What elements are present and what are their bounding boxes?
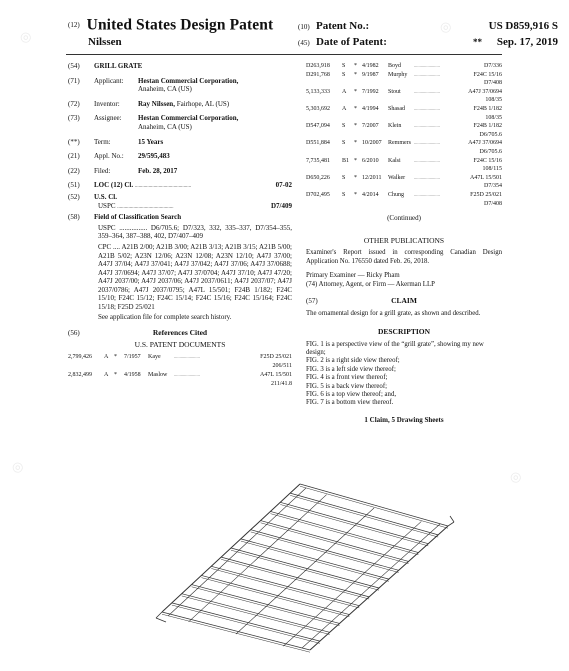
reference-class: A47L 15/501 bbox=[260, 372, 292, 379]
filed-date: Feb. 28, 2017 bbox=[138, 166, 178, 175]
patent-date-code: (45) bbox=[298, 39, 310, 47]
reference-class: A47L 15/501 bbox=[470, 174, 502, 181]
classification-uspc: USPC ................ D6/705.6; D7/323, 332, 335–337, D7/354–355, 359–364, 387–388, 402, D7/407–409 bbox=[98, 223, 292, 241]
reference-num: D291,768 bbox=[306, 71, 330, 78]
dot-leader: ............................................. bbox=[134, 184, 192, 190]
reference-num: D551,884 bbox=[306, 140, 330, 147]
reference-class: F24C 15/16 bbox=[473, 71, 502, 78]
reference-star: * bbox=[354, 105, 357, 112]
reference-num: 5,303,692 bbox=[306, 105, 330, 112]
references-subtitle: U.S. PATENT DOCUMENTS bbox=[134, 339, 226, 349]
design-title: GRILL GRATE bbox=[94, 62, 143, 70]
reference-class-continued: D7/408 bbox=[484, 80, 502, 87]
field-applicant bbox=[68, 77, 292, 94]
claim-text: The ornamental design for a grill grate, as shown and described. bbox=[306, 309, 481, 317]
term-label: Term: bbox=[94, 137, 111, 146]
field-inventor bbox=[68, 100, 292, 109]
reference-class-continued: D7/408 bbox=[484, 200, 502, 207]
reference-class-continued: 211/41.8 bbox=[271, 381, 292, 388]
field-code: (72) bbox=[68, 99, 80, 108]
primary-examiner: Primary Examiner — Ricky Pham bbox=[306, 272, 400, 280]
reference-class: F24B 1/182 bbox=[473, 105, 502, 112]
reference-row bbox=[68, 353, 292, 362]
watermark: ◎ bbox=[9, 458, 26, 477]
reference-num: 2,799,426 bbox=[68, 354, 92, 361]
other-publications-text: Examiner's Report issued in corresponding Canadian Design Application No. 176550 dated Feb. 26, 2018. bbox=[306, 249, 502, 265]
header-divider bbox=[66, 54, 502, 55]
field-title bbox=[68, 62, 292, 71]
other-publications-title: OTHER PUBLICATIONS bbox=[363, 235, 445, 245]
reference-num: 7,735,481 bbox=[306, 157, 330, 164]
reference-kind: A bbox=[104, 354, 109, 361]
appl-number: 29/595,483 bbox=[138, 152, 170, 161]
header-left bbox=[68, 16, 273, 34]
inventor-label: Inventor: bbox=[94, 99, 120, 108]
grate-bar bbox=[270, 511, 418, 552]
reference-kind: A bbox=[104, 372, 109, 379]
classification-label: Field of Classification Search bbox=[94, 213, 182, 222]
dot-leader: ....................... bbox=[174, 354, 200, 360]
grate-bar bbox=[261, 521, 409, 562]
figure-description: FIG. 5 is a back view thereof; bbox=[306, 382, 387, 390]
reference-date: 12/2011 bbox=[362, 174, 382, 181]
reference-class: F25D 25/021 bbox=[260, 354, 292, 361]
reference-name: Shasad bbox=[388, 105, 405, 112]
reference-star: * bbox=[354, 140, 357, 147]
reference-num: D547,094 bbox=[306, 123, 330, 130]
reference-class-continued: D7/354 bbox=[484, 183, 502, 190]
reference-date: 9/1987 bbox=[362, 71, 379, 78]
field-appl-no bbox=[68, 152, 292, 161]
figure-description: FIG. 4 is a front view thereof; bbox=[306, 374, 388, 382]
field-filed bbox=[68, 167, 292, 176]
dot-leader: ....................... bbox=[414, 191, 440, 197]
dot-leader: ....................... bbox=[414, 88, 440, 94]
field-code: (54) bbox=[68, 62, 80, 70]
watermark: ◎ bbox=[507, 468, 524, 487]
reference-class-continued: 206/511 bbox=[272, 363, 292, 370]
loc-label: LOC (12) Cl. bbox=[94, 181, 134, 190]
reference-class-continued: D6/705.6 bbox=[479, 148, 502, 155]
references-section bbox=[68, 329, 292, 389]
reference-date: 7/1992 bbox=[362, 88, 379, 95]
figure-list bbox=[306, 341, 502, 408]
dot-leader: ....................... bbox=[414, 105, 440, 111]
watermark: ◎ bbox=[17, 28, 34, 47]
grate-bar bbox=[450, 516, 454, 522]
reference-row bbox=[68, 371, 292, 380]
left-column bbox=[68, 62, 292, 389]
reference-kind: S bbox=[342, 123, 346, 130]
reference-class-continued: 108/35 bbox=[485, 114, 502, 121]
field-code: (73) bbox=[68, 114, 80, 123]
reference-row bbox=[306, 105, 502, 114]
reference-date: 10/2007 bbox=[362, 140, 382, 147]
reference-kind: B1 bbox=[342, 157, 350, 164]
field-uscl bbox=[68, 193, 292, 212]
grate-bar bbox=[162, 484, 300, 612]
reference-kind: S bbox=[342, 63, 346, 69]
dot-leader: ............................................. bbox=[117, 204, 174, 210]
patent-number-row bbox=[298, 20, 562, 36]
grate-bar bbox=[162, 612, 310, 650]
figure-description: FIG. 2 is a right side view thereof; bbox=[306, 357, 400, 365]
reference-row bbox=[306, 191, 502, 200]
grate-bar bbox=[448, 522, 454, 526]
reference-kind: S bbox=[342, 140, 346, 147]
reference-num: D263,918 bbox=[306, 63, 330, 69]
reference-date: 7/1957 bbox=[124, 354, 141, 361]
left-reference-list bbox=[68, 353, 292, 389]
reference-class: F24B 1/182 bbox=[473, 123, 502, 130]
inventor-location: Fairhope, AL (US) bbox=[176, 99, 230, 108]
figure-description: FIG. 3 is a left side view thereof; bbox=[306, 365, 396, 373]
grate-bar bbox=[290, 493, 438, 535]
reference-star: * bbox=[354, 63, 357, 69]
reference-class-continued: 108/115 bbox=[482, 166, 502, 173]
figure-description: FIG. 7 is a bottom view thereof. bbox=[306, 399, 394, 407]
description-title: DESCRIPTION bbox=[377, 326, 431, 336]
applicant-location: Anaheim, CA (US) bbox=[138, 85, 192, 94]
loc-value: 07-02 bbox=[275, 181, 292, 190]
grate-bar bbox=[156, 612, 162, 618]
claim-section bbox=[306, 297, 502, 318]
reference-class: A47J 37/0694 bbox=[468, 140, 502, 147]
reference-class-continued: 108/35 bbox=[485, 97, 502, 104]
reference-row bbox=[306, 88, 502, 97]
field-code: (52) bbox=[68, 192, 80, 201]
dot-leader: ....................... bbox=[414, 63, 440, 68]
dot-leader: ....................... bbox=[174, 372, 200, 378]
field-code: (**) bbox=[68, 137, 80, 146]
reference-num: 5,133,333 bbox=[306, 88, 330, 95]
reference-name: Stout bbox=[388, 88, 401, 95]
reference-row bbox=[306, 174, 502, 183]
grate-bar bbox=[156, 618, 166, 622]
figure-description: FIG. 1 is a perspective view of the “grill grate”, showing my new design; bbox=[306, 340, 484, 356]
reference-row bbox=[306, 157, 502, 166]
assignee-label: Assignee: bbox=[94, 114, 122, 123]
reference-star: * bbox=[354, 88, 357, 95]
reference-name: Chung bbox=[388, 191, 405, 198]
reference-class: F25D 25/021 bbox=[470, 191, 502, 198]
reference-num: 2,832,499 bbox=[68, 372, 92, 379]
field-term bbox=[68, 138, 292, 147]
reference-date: 7/2007 bbox=[362, 123, 379, 130]
reference-row bbox=[306, 139, 502, 148]
reference-name: Murphy bbox=[388, 71, 408, 78]
field-code: (22) bbox=[68, 166, 80, 175]
reference-class: A47J 37/0694 bbox=[468, 88, 502, 95]
grate-bar bbox=[300, 484, 448, 526]
patent-date: Sep. 17, 2019 bbox=[496, 36, 558, 48]
grate-bar bbox=[310, 526, 448, 650]
reference-date: 4/2014 bbox=[362, 191, 379, 198]
classification-cpc: CPC .... A21B 2/00; A21B 3/00; A21B 3/13; A21B 3/15; A21B 5/00; A21B 5/02; A23N 12/06; A23N 12/08; A23N 12/10; A47J 37/00; A47J 37/04; A47J 37/041; A47J 37/042; A47J 37/06; A47J 37/0688; A47J 37/0694; A47J 37/07; A47J 37/0704; A47J 37/10; A47J 47/20; A47J 2037/00; A47J 2037/06; A47J 2037/0611; A47J 2037/07; A47J 2037/0786; A47J 2037/0795; A47L 15/501; F24B 1/182; F24C 15/10; F24C 15/12; F24C 15/14; F24C 15/16; F24C 15/164; F24C 15/18; F25D 25/021 bbox=[98, 242, 292, 312]
grate-bar bbox=[270, 514, 418, 555]
reference-name: Remmers bbox=[388, 140, 411, 147]
claims-summary: 1 Claim, 5 Drawing Sheets bbox=[364, 415, 444, 424]
grate-bar bbox=[300, 486, 448, 528]
reference-name: Maslow bbox=[148, 372, 168, 379]
patent-date-star: ** bbox=[473, 37, 482, 47]
reference-class-continued: D6/705.6 bbox=[479, 131, 502, 138]
inventor-short: Nilssen bbox=[88, 36, 122, 48]
grate-bar bbox=[280, 504, 428, 545]
field-classification-search bbox=[68, 213, 292, 222]
right-reference-list bbox=[306, 62, 502, 208]
reference-star: * bbox=[354, 123, 357, 130]
claim-title: CLAIM bbox=[391, 295, 417, 305]
reference-date: 6/2010 bbox=[362, 157, 379, 164]
patent-number-label: Patent No.: bbox=[316, 20, 370, 32]
dot-leader: ....................... bbox=[414, 157, 440, 163]
reference-star: * bbox=[114, 372, 117, 379]
field-loc bbox=[68, 181, 292, 192]
reference-star: * bbox=[354, 191, 357, 198]
dot-leader: ....................... bbox=[414, 174, 440, 180]
patent-date-row bbox=[298, 36, 562, 52]
reference-kind: S bbox=[342, 71, 346, 78]
uspc-label: USPC bbox=[98, 201, 116, 210]
reference-name: Kaye bbox=[148, 354, 161, 361]
attorney: (74) Attorney, Agent, or Firm — Akerman LLP bbox=[306, 280, 435, 288]
grate-bar bbox=[280, 502, 428, 543]
document-title: United States Design Patent bbox=[86, 16, 274, 34]
reference-kind: S bbox=[342, 191, 346, 198]
right-column bbox=[306, 62, 502, 428]
reference-date: 4/1982 bbox=[362, 63, 379, 69]
assignee-name: Hestan Commercial Corporation, bbox=[138, 114, 239, 123]
filed-label: Filed: bbox=[94, 166, 111, 175]
patent-number: US D859,916 S bbox=[488, 20, 558, 32]
field-code: (56) bbox=[68, 329, 80, 338]
watermark: ◎ bbox=[437, 18, 454, 37]
reference-name: Kalsi bbox=[388, 157, 401, 164]
patent-date-label: Date of Patent: bbox=[316, 36, 387, 48]
reference-star: * bbox=[114, 354, 117, 361]
grate-bar bbox=[172, 603, 320, 641]
patent-number-code: (10) bbox=[298, 23, 310, 31]
reference-kind: A bbox=[342, 88, 347, 95]
uscl-label: U.S. Cl. bbox=[94, 192, 117, 201]
reference-name: Klein bbox=[388, 123, 402, 130]
reference-kind: A bbox=[342, 105, 347, 112]
appl-label: Appl. No.: bbox=[94, 152, 124, 161]
figure-description: FIG. 6 is a top view thereof; and, bbox=[306, 390, 397, 398]
grate-bar bbox=[302, 524, 440, 648]
search-history-note: See application file for complete search history. bbox=[98, 312, 232, 321]
reference-star: * bbox=[354, 71, 357, 78]
dot-leader: ....................... bbox=[414, 71, 440, 77]
reference-num: D650,226 bbox=[306, 174, 330, 181]
field-code: (57) bbox=[306, 296, 318, 305]
dot-leader: ....................... bbox=[414, 123, 440, 129]
field-assignee bbox=[68, 114, 292, 131]
grate-bar bbox=[290, 495, 438, 537]
reference-num: D702,495 bbox=[306, 191, 330, 198]
field-code: (71) bbox=[68, 76, 80, 85]
reference-kind: S bbox=[342, 174, 346, 181]
applicant-name: Hestan Commercial Corporation, bbox=[138, 76, 239, 85]
field-code: (58) bbox=[68, 213, 80, 222]
reference-name: Walker bbox=[388, 174, 406, 181]
uspc-line bbox=[98, 202, 292, 213]
header-right bbox=[298, 20, 562, 52]
reference-star: * bbox=[354, 157, 357, 164]
reference-star: * bbox=[354, 174, 357, 181]
grill-grate-drawing bbox=[150, 474, 460, 654]
inventor-name: Ray Nilssen, bbox=[138, 99, 175, 108]
grate-bar bbox=[236, 508, 374, 634]
reference-row bbox=[306, 62, 502, 71]
uspc-value: D7/409 bbox=[271, 201, 292, 210]
references-title: References Cited bbox=[152, 328, 208, 338]
grate-bar bbox=[283, 521, 421, 646]
continued-label: (Continued) bbox=[387, 214, 421, 223]
reference-class: F24C 15/16 bbox=[473, 157, 502, 164]
reference-row bbox=[306, 122, 502, 131]
field-code: (51) bbox=[68, 181, 80, 190]
term-value: 15 Years bbox=[138, 137, 164, 146]
assignee-location: Anaheim, CA (US) bbox=[138, 122, 192, 131]
reference-date: 4/1958 bbox=[124, 372, 141, 379]
kind-code: (12) bbox=[68, 21, 80, 30]
reference-date: 4/1994 bbox=[362, 105, 379, 112]
reference-class: D7/336 bbox=[484, 63, 502, 69]
reference-name: Boyd bbox=[388, 63, 402, 69]
dot-leader: ....................... bbox=[414, 140, 440, 146]
reference-row bbox=[306, 71, 502, 80]
applicant-label: Applicant: bbox=[94, 76, 124, 85]
field-code: (21) bbox=[68, 152, 80, 161]
